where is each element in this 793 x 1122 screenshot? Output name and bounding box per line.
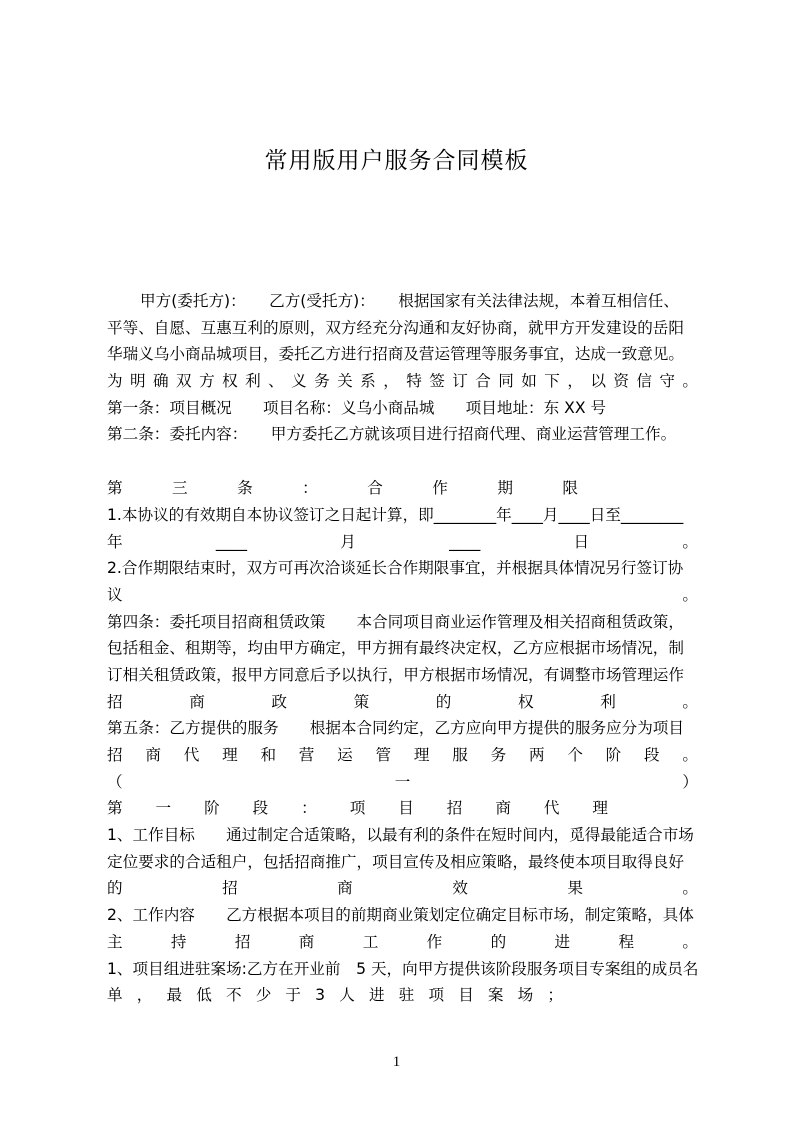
paragraph-line: 年____月____日。: [107, 532, 698, 551]
section-number: （一）: [107, 772, 698, 791]
paragraph-line: 2.合作期限结束时，双方可再次洽谈延长合作期限事宜，并根据具体情况另行签订协: [107, 559, 684, 578]
paragraph-line: 平等、自愿、互惠互利的原则，双方经充分沟通和友好协商，就甲方开发建设的岳阳: [107, 318, 684, 337]
article-3-heading: 第三条：合作期限: [107, 479, 578, 498]
paragraph-line: 订相关租赁政策，报甲方同意后予以执行，甲方根据市场情况，有调整市场管理运作: [107, 665, 684, 684]
article-4-heading: 第四条：委托项目招商租赁政策 本合同项目商业运作管理及相关招商租赁政策，: [107, 612, 684, 631]
paragraph-line: 2、工作内容 乙方根据本项目的前期商业策划定位确定目标市场，制定策略，具体: [107, 906, 694, 925]
paragraph-line: 议。: [107, 585, 698, 604]
document-body: [107, 288, 698, 1009]
paragraph-line: 1、项目组进驻案场:乙方在开业前 5 天，向甲方提供该阶段服务项目专案组的成员名: [107, 959, 698, 978]
page-number: 1: [392, 1054, 401, 1070]
paragraph-line: 单，最低不少于3人进驻项目案场；: [107, 986, 563, 1005]
article-2-heading: 第二条：委托内容： 甲方委托乙方就该项目进行招商代理、商业运营管理工作。: [107, 425, 677, 444]
paragraph-line: 为明确双方权利、义务关系，特签订合同如下，以资信守。: [107, 372, 698, 391]
stage-1-heading: 第一阶段：项目招商代理: [107, 799, 608, 818]
document-title: 常用版用户服务合同模板: [264, 148, 529, 174]
paragraph-line: 包括租金、租期等，均由甲方确定，甲方拥有最终决定权，乙方应根据市场情况，制: [107, 639, 684, 658]
paragraph-line: 1.本协议的有效期自本协议签订之日起计算，即________年____月____日至________: [107, 505, 684, 524]
article-5-heading: 第五条：乙方提供的服务 根据本合同约定，乙方应向甲方提供的服务应分为项目: [107, 719, 684, 738]
paragraph-line: 定位要求的合适租户，包括招商推广，项目宣传及相应策略，最终使本项目取得良好: [107, 852, 684, 871]
paragraph-line: 招商政策的权利。: [107, 692, 698, 711]
paragraph-line: 甲方(委托方)： 乙方(受托方)： 根据国家有关法律法规，本着互相信任、: [140, 292, 679, 310]
paragraph-line: 招商代理和营运管理服务两个阶段。: [107, 746, 698, 764]
paragraph-line: 主持招商工作的进程。: [107, 932, 698, 951]
paragraph-line: 的招商效果。: [107, 879, 698, 898]
paragraph-line: 华瑞义乌小商品城项目，委托乙方进行招商及营运管理等服务事宜，达成一致意见。: [107, 345, 684, 364]
article-1-heading: 第一条：项目概况 项目名称：义乌小商品城 项目地址：东 XX 号: [107, 398, 607, 417]
paragraph-line: 1、工作目标 通过制定合适策略，以最有利的条件在短时间内，觅得最能适合市场: [107, 826, 694, 845]
